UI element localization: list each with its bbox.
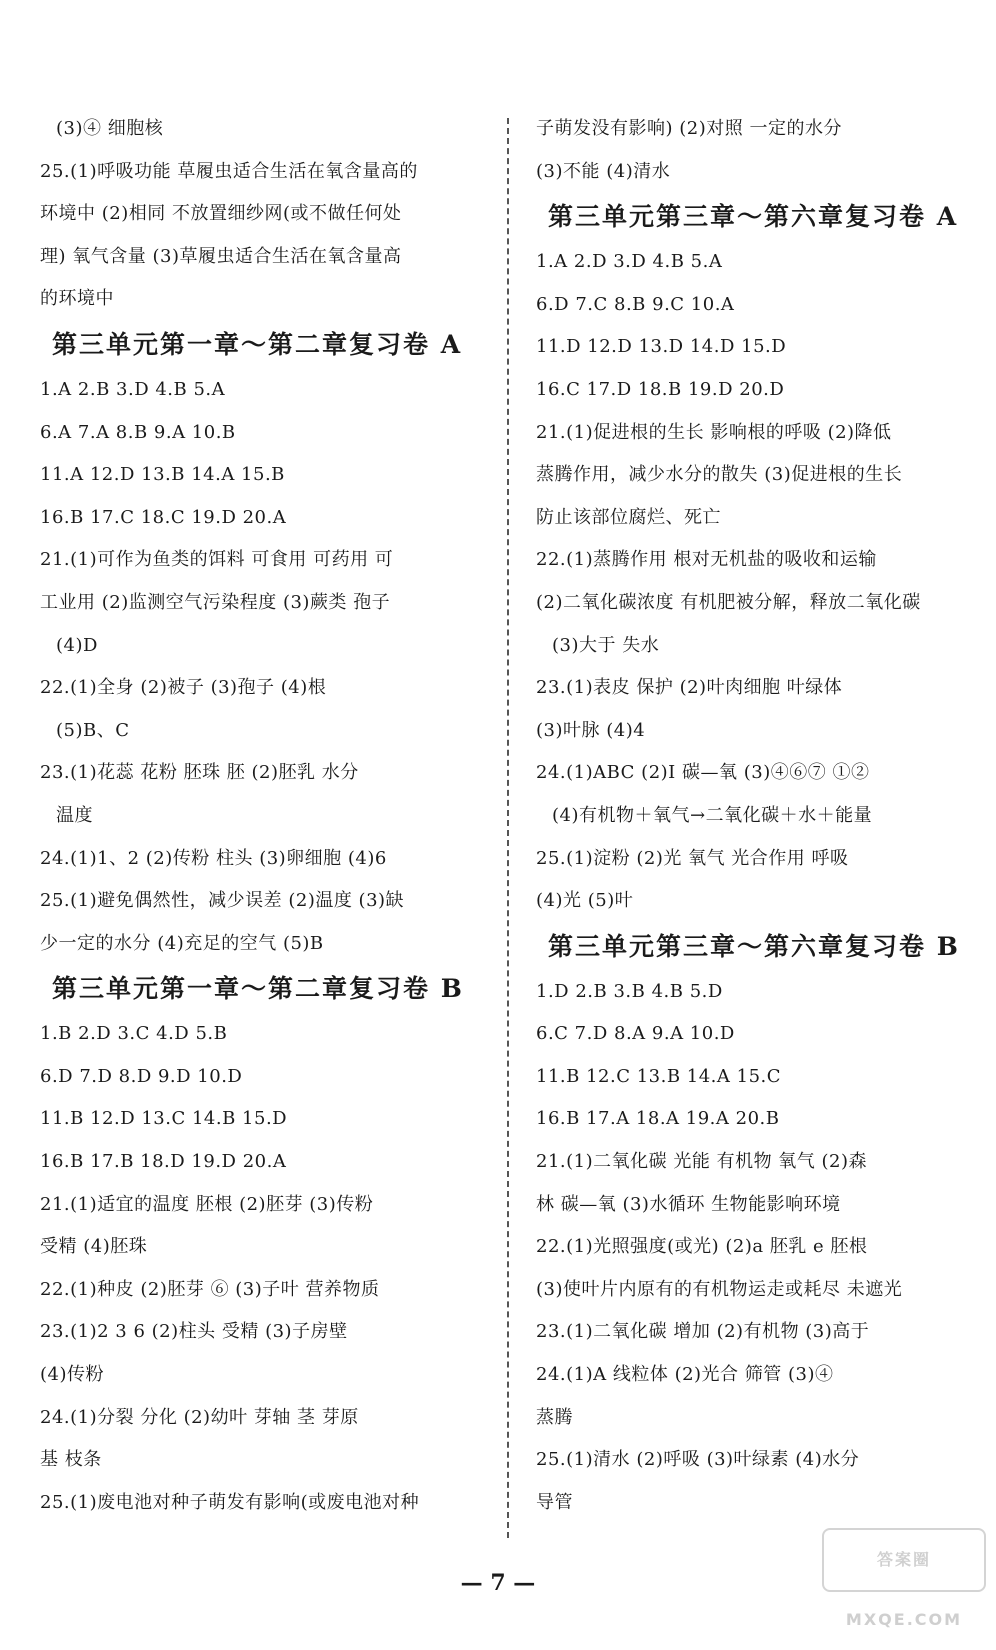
page-number: — 7 — [460,1570,536,1596]
answer-line: 25.(1)淀粉 (2)光 氧气 光合作用 呼吸 [536,847,849,869]
answer-line: 22.(1)蒸腾作用 根对无机盐的吸收和运输 [536,549,877,571]
answer-line: 6.A 7.A 8.B 9.A 10.B [40,421,236,443]
answer-line: 1.A 2.B 3.D 4.B 5.A [40,378,226,400]
section-heading: 第三单元第三章～第六章复习卷 B [548,931,960,961]
answer-line: 22.(1)种皮 (2)胚芽 ⑥ (3)子叶 营养物质 [40,1278,380,1300]
answer-line: 21.(1)可作为鱼类的饵料 可食用 可药用 可 [40,549,394,571]
answer-line: (4)D [56,634,98,656]
answer-line: 少一定的水分 (4)充足的空气 (5)B [40,932,324,954]
answer-line: 11.A 12.D 13.B 14.A 15.B [40,464,285,486]
answer-line: 温度 [56,804,93,826]
answer-line: 1.A 2.D 3.D 4.B 5.A [536,251,723,273]
answer-line: 25.(1)呼吸功能 草履虫适合生活在氧含量高的 [40,160,418,182]
answer-line: 23.(1)2 3 6 (2)柱头 受精 (3)子房壁 [40,1321,348,1343]
answer-line: 21.(1)适宜的温度 胚根 (2)胚芽 (3)传粉 [40,1193,374,1215]
answer-line: (3)④ 细胞核 [56,118,164,139]
left-column [40,108,480,1524]
answer-line: 防止该部位腐烂、死亡 [536,506,721,528]
right-column [536,108,976,1524]
answer-line: 25.(1)避免偶然性，减少误差 (2)温度 (3)缺 [40,890,405,912]
answer-line: 11.B 12.C 13.B 14.A 15.C [536,1065,782,1087]
answer-line: (5)B、C [56,719,130,741]
section-heading: 第三单元第一章～第二章复习卷 B [52,974,464,1004]
answer-line: 6.C 7.D 8.A 9.A 10.D [536,1023,735,1045]
answer-line: 22.(1)全身 (2)被子 (3)孢子 (4)根 [40,677,327,699]
answer-line: (3)叶脉 (4)4 [536,719,646,741]
answer-line: (4)有机物＋氧气→二氧化碳＋水＋能量 [552,804,873,826]
site-watermark: 答案圈 MXQE.COM [822,1528,986,1592]
answer-line: 24.(1)A 线粒体 (2)光合 筛管 (3)④ [536,1364,834,1386]
answer-line: 16.B 17.B 18.D 19.D 20.A [40,1151,287,1173]
answer-line: 受精 (4)胚珠 [40,1236,148,1258]
answer-line: 16.C 17.D 18.B 19.D 20.D [536,378,785,400]
section-heading: 第三单元第一章～第二章复习卷 A [52,329,463,359]
answer-line: 24.(1)分裂 分化 (2)幼叶 芽轴 茎 芽原 [40,1406,359,1428]
answer-line: 16.B 17.A 18.A 19.A 20.B [536,1108,780,1130]
answer-line: 导管 [536,1491,573,1513]
answer-line: 林 碳—氧 (3)水循环 生物能影响环境 [536,1193,841,1215]
answer-line: 的环境中 [40,288,114,310]
answer-line: 25.(1)清水 (2)呼吸 (3)叶绿素 (4)水分 [536,1449,860,1471]
answer-line: (3)使叶片内原有的有机物运走或耗尽 未遮光 [536,1278,903,1300]
answer-line: 11.D 12.D 13.D 14.D 15.D [536,336,787,358]
answer-line: (4)传粉 [40,1364,104,1386]
answer-line: 24.(1)ABC (2)Ⅰ 碳—氧 (3)④⑥⑦ ①② [536,762,870,784]
answer-line: 23.(1)表皮 保护 (2)叶肉细胞 叶绿体 [536,677,843,699]
answer-line: 11.B 12.D 13.C 14.B 15.D [40,1108,288,1130]
answer-line: (2)二氧化碳浓度 有机肥被分解，释放二氧化碳 [536,591,921,613]
answer-line: 蒸腾作用，减少水分的散失 (3)促进根的生长 [536,464,903,486]
answer-line: 蒸腾 [536,1406,573,1428]
answer-line: (3)不能 (4)清水 [536,160,671,182]
section-heading: 第三单元第三章～第六章复习卷 A [548,202,959,232]
answer-line: 21.(1)促进根的生长 影响根的呼吸 (2)降低 [536,421,892,443]
answer-line: 22.(1)光照强度(或光) (2)a 胚乳 e 胚根 [536,1236,868,1258]
answer-line: 基 枝条 [40,1449,102,1471]
column-divider [507,118,509,1538]
answer-line: (4)光 (5)叶 [536,890,634,912]
answer-line: 16.B 17.C 18.C 19.D 20.A [40,506,287,528]
answer-line: (3)大于 失水 [552,634,660,656]
answer-line: 23.(1)二氧化碳 增加 (2)有机物 (3)高于 [536,1321,870,1343]
answer-line: 21.(1)二氧化碳 光能 有机物 氧气 (2)森 [536,1151,868,1173]
answer-line: 环境中 (2)相同 不放置细纱网(或不做任何处 [40,203,402,225]
answer-line: 23.(1)花蕊 花粉 胚珠 胚 (2)胚乳 水分 [40,762,359,784]
answer-line: 25.(1)废电池对种子萌发有影响(或废电池对种 [40,1491,420,1513]
answer-line: 理) 氧气含量 (3)草履虫适合生活在氧含量高 [40,245,402,267]
answer-line: 子萌发没有影响) (2)对照 一定的水分 [536,118,842,139]
answer-line: 1.D 2.B 3.B 4.B 5.D [536,980,723,1002]
answer-line: 6.D 7.C 8.B 9.C 10.A [536,293,735,315]
answer-line: 6.D 7.D 8.D 9.D 10.D [40,1065,243,1087]
answer-line: 24.(1)1、2 (2)传粉 柱头 (3)卵细胞 (4)6 [40,847,387,869]
answer-line: 1.B 2.D 3.C 4.D 5.B [40,1023,228,1045]
answer-line: 工业用 (2)监测空气污染程度 (3)蕨类 孢子 [40,591,391,613]
